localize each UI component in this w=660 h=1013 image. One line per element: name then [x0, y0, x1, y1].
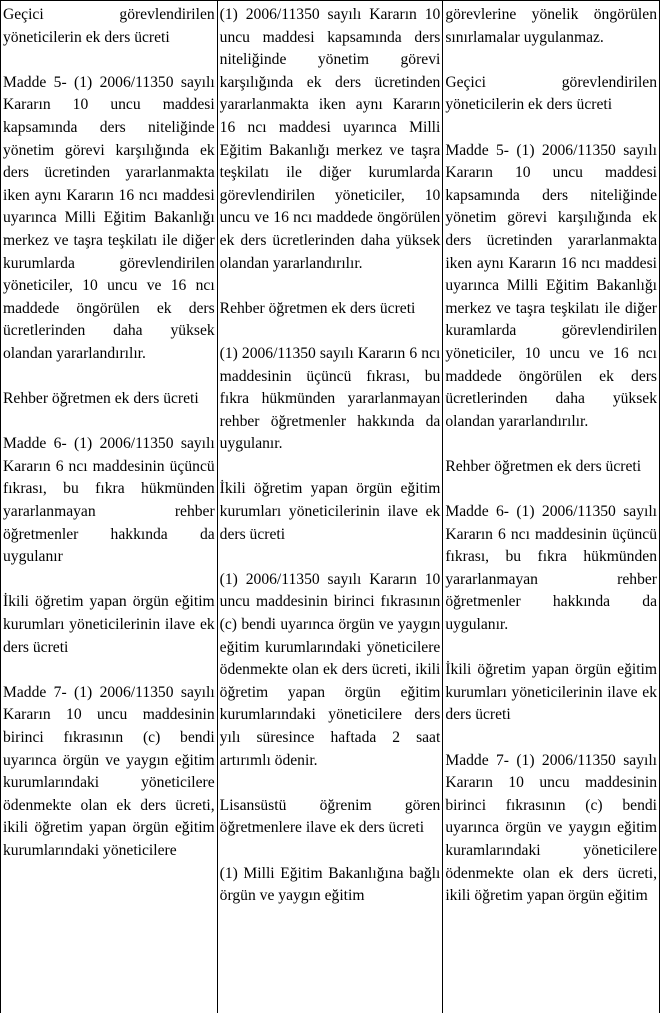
article-8-text: (1) Milli Eğitim Bakanlığına bağlı örgün ve yaygın eğitim — [219, 864, 441, 905]
heading-dual-education-administrators: İkili öğretim yapan örgün eğitim kurumları yöneticilerinin ilave ek ders ücreti — [219, 480, 441, 543]
heading-guidance-teacher: Rehber öğretmen ek ders ücreti — [3, 390, 199, 408]
heading-dual-education-administrators: İkili öğretim yapan örgün eğitim kurumları yöneticilerinin ilave ek ders ücreti — [445, 661, 657, 724]
article-6-text: Madde 6- (1) 2006/11350 sayılı Kararın 6 ncı maddesinin üçüncü fıkrası, bu fıkra hükmünden yararlanmayan rehber öğretmenler hakkında da uygulanır. — [445, 503, 657, 634]
column-right — [443, 1, 660, 1013]
article-6-text: Madde 6- (1) 2006/11350 sayılı Kararın 6 ncı maddesinin üçüncü fıkrası, bu fıkra hükmünden yararlanmayan rehber öğretmenler hakkında da uygulanır — [3, 435, 215, 566]
article-7-text: Madde 7- (1) 2006/11350 sayılı Kararın 10 uncu maddesinin birinci fıkrasının (c) bendi uyarınca örgün ve yaygın eğitim kuramlarındaki yöneticilere ödenmekte olan ek ders ücreti, ikili öğretim yapan örgün eğitim — [445, 751, 657, 905]
column-middle — [218, 1, 444, 1013]
heading-postgraduate-teachers: Lisansüstü öğrenim gören öğretmenlere ilave ek ders ücreti — [219, 796, 441, 837]
heading-guidance-teacher: Rehber öğretmen ek ders ücreti — [219, 299, 416, 317]
continuation-text: görevlerine yönelik öngörülen sınırlamalar uygulanmaz. — [445, 6, 657, 46]
heading-dual-education-administrators: İkili öğretim yapan örgün eğitim kurumları yöneticilerinin ilave ek ders ücreti — [3, 593, 215, 656]
heading-temporary-administrators: Geçici görevlendirilen yöneticilerin ek ders ücreti — [3, 6, 215, 46]
article-5-text: Madde 5- (1) 2006/11350 sayılı Kararın 10 uncu maddesi kapsamında ders niteliğinde yönetim görevi karşılığında ek ders ücretinden yararlanmakta iken aynı Kararın 16 ncı maddesi uyarınca Milli Eğitim Bakanlığı merkez ve taşra teşkilatı ile diğer kuramlarda görevlendirilen yöneticiler, 10 uncu ve 16 ncı maddede öngörülen ek ders ücretlerinden daha yüksek olandan yararlandırılır. — [445, 141, 657, 430]
heading-guidance-teacher: Rehber öğretmen ek ders ücreti — [445, 457, 642, 475]
column-left — [1, 1, 218, 1013]
article-5-text: Madde 5- (1) 2006/11350 sayılı Kararın 10 uncu maddesi kapsamında ders niteliğinde yönetim görevi karşılığında ek ders ücretinden yararlanmakta iken aynı Kararın 16 ncı maddesi uyarınca Milli Eğitim Bakanlığı merkez ve taşra teşkilatı ile diğer kurumlarda görevlendirilen yöneticiler, 10 uncu ve 16 ncı maddede öngörülen ek ders ücretlerinden daha yüksek olandan yararlandırılır. — [3, 73, 215, 362]
article-5-text: (1) 2006/11350 sayılı Kararın 10 uncu maddesi kapsamında ders niteliğinde yönetim görevi karşılığında ek ders ücretinden yararlanmakta iken aynı Kararın 16 ncı maddesi uyarınca Milli Eğitim Bakanlığı merkez ve taşra teşkilatı ile diğer kurumlarda görevlendirilen yöneticiler, 10 uncu ve 16 ncı maddede öngörülen ek ders ücretlerinden daha yüksek olandan yararlandırılır. — [219, 6, 441, 272]
article-7-text: Madde 7- (1) 2006/11350 sayılı Kararın 10 uncu maddesinin birinci fıkrasının (c) bendi uyarınca örgün ve yaygın eğitim kurumlarındaki yöneticilere ödenmekte olan ek ders ücreti, ikili öğretim yapan örgün eğitim kurumlarındaki yöneticilere — [3, 683, 215, 859]
article-7-text: (1) 2006/11350 sayılı Kararın 10 uncu maddesinin birinci fıkrasının (c) bendi uyarınca örgün ve yaygın eğitim kurumlarındaki yöneticilere ödenmekte olan ek ders ücreti, ikili öğretim yapan örgün eğitim kurumlarındaki yöneticilere ders yılı süresince haftada 2 saat artırımlı ödenir. — [219, 570, 441, 769]
heading-temporary-administrators: Geçici görevlendirilen yöneticilerin ek ders ücreti — [445, 73, 657, 114]
article-6-text: (1) 2006/11350 sayılı Kararın 6 ncı maddesinin üçüncü fıkrası, bu fıkra hükmünden yararlanmayan rehber öğretmenler hakkında da uygulanır. — [219, 344, 441, 453]
